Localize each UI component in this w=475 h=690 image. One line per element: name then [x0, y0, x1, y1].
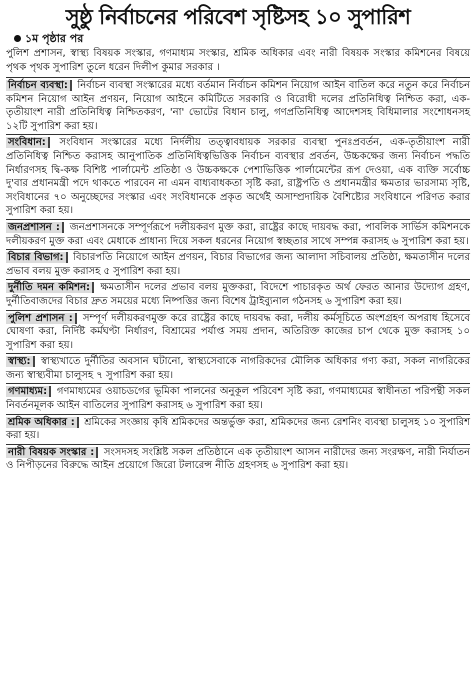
divider [6, 279, 470, 280]
section-paragraph [6, 79, 470, 133]
section-text: ক্ষমতাসীন দলের প্রভাব বলয় মুক্তকরা, বিদেশে পাচারকৃত অর্থ ফেরত আনার উদ্যোগ গ্রহণ, দুর্নীতিবাজদের বিচার দ্রুত সময়ের মধ্যে নিষ্পত্তির জন্য বিশেষ ট্রাইব্যুনাল গঠনসহ ৬ সুপারিশ করা হয়। [6, 282, 470, 307]
section-7 [6, 353, 470, 382]
section-text: সংসদসহ সংশ্লিষ্ট সকল প্রতিষ্ঠানে এক তৃতীয়াংশ আসন নারীদের জন্য সংরক্ষণ, নারী নির্যাতন ও নিপীড়নের বিরুদ্ধে আইন প্রয়োগে জিরো টলারেন্স নীতি গ্রহণসহ ৬ সুপারিশ করা হয়। [6, 446, 470, 472]
divider [6, 310, 470, 311]
divider [6, 134, 470, 135]
section-text: সম্পূর্ণ দলীয়করণমুক্ত করে রাষ্ট্রের কাছে দায়বদ্ধ করা, দলীয় কর্মসূচিতে অংশগ্রহণ অপরাধ হিসেবে ঘোষণা করা, নির্দিষ্ট কর্মঘণ্টা নির্ধারণ, বিশ্রামের পর্যাপ্ত সময় প্রদান, অতিরিক্ত কাজের চাপ থেকে মুক্ত করাসহ ১০ সুপারিশ করা হয়। [6, 312, 470, 351]
section-3 [6, 219, 470, 248]
section-paragraph [6, 416, 470, 443]
section-text: শ্রমিকের সংজ্ঞায় কৃষি শ্রমিকদের অন্তর্ভুক্ত করা, শ্রমিকদের জন্য রেশনিং ব্যবস্থা চালুসহ ১০ সুপারিশ করা হয়। [6, 416, 470, 442]
section-label: নারী বিষয়ক সংস্কার : [6, 447, 98, 458]
section-10 [6, 444, 470, 473]
section-paragraph [6, 136, 470, 218]
section-label: দুর্নীতি দমন কমিশন: [6, 282, 94, 293]
divider [6, 414, 470, 415]
divider [6, 383, 470, 384]
headline: সুষ্ঠু নির্বাচনের পরিবেশ সৃষ্টিসহ ১০ সুপারিশ [65, 4, 411, 29]
section-text: সংবিধান সংস্কারের মধ্যে নির্দলীয় তত্ত্বাবধায়ক সরকার ব্যবস্থা পুনঃপ্রবর্তন, এক-তৃতীয়াংশ নারী প্রতিনিধিত্ব নিশ্চিত করাসহ আনুপাতিক প্রতিনিধিত্বভিত্তিক নির্বাচন ব্যবস্থার প্রবর্তন, উচ্চকক্ষের জন্য নির্বাচন পদ্ধতি নির্ধারণসহ দ্বি-কক্ষ বিশিষ্ট পার্লামেন্ট প্রতিষ্ঠা ও উচ্চকক্ষকে পেশাভিত্তিক পার্লামেন্টের রূপ দেওয়া, এক ব্যক্তি সর্বোচ্চ দু'বার প্রধানমন্ত্রী পদে থাকতে পারবেন না এমন বাধ্যবাধকতা সৃষ্টি করা, রাষ্ট্রপতি ও প্রধানমন্ত্রীর ক্ষমতার ভারসাম্য সৃষ্টি, সংবিধানের ৭০ অনুচ্ছেদের সংস্কার এবং সংবিধানকে প্রকৃত অর্থেই অসাম্প্রদায়িক বৈশিষ্ট্যের সংবিধানে পরিণত করার সুপারিশ করা হয়। [6, 137, 470, 217]
section-label: স্বাস্থ্য: [6, 356, 35, 367]
section-text: বিচারপতি নিয়োগে আইন প্রণয়ন, বিচার বিভাগের জন্য আলাদা সচিবালয় প্রতিষ্ঠা, ক্ষমতাসীন দলের প্রভাব বলয় মুক্ত করাসহ ৫ সুপারিশ করা হয়। [6, 252, 470, 277]
divider [6, 444, 470, 445]
divider [6, 77, 470, 78]
section-label: শ্রমিক অধিকার : [6, 417, 79, 428]
continued-line [14, 31, 470, 46]
section-label: সংবিধান: [6, 137, 50, 148]
section-text: গণমাধ্যমের ওয়াচডগের ভূমিকা পালনের অনুকূল পরিবেশ সৃষ্টি করা, গণমাধ্যমের স্বাধীনতা পরিপন্থী সকল নিবর্তনমূলক আইন বাতিলের সুপারিশ করাসহ ৬ সুপারিশ করা হয়। [6, 386, 470, 412]
section-label: গণমাধ্যম: [6, 386, 51, 397]
bullet-icon [14, 35, 21, 42]
section-text: নির্বাচন ব্যবস্থা সংস্কারের মধ্যে বর্তমান নির্বাচন কমিশন নিয়োগ আইন বাতিল করে নতুন করে নির্বাচন কমিশন নিয়োগ আইন প্রণয়ন, নিয়োগ আইনে কমিটিতে সরকারি ও বিরোধী দলের প্রতিনিধিত্ব নিশ্চিত করা, এক-তৃতীয়াংশ নারী প্রতিনিধিত্ব নিশ্চিতকরণ, 'না' ভোটের বিধান চালু, গণপ্রতিনিধিত্ব আদেশসহ বিধিমালার সংশোধনসহ ১২টি সুপারিশ করা হয়। [6, 80, 470, 132]
section-1 [6, 77, 470, 133]
section-text: জনপ্রশাসনকে সম্পূর্ণরূপে দলীয়করণ মুক্ত করা, রাষ্ট্রের কাছে দায়বদ্ধ করা, পাবলিক সার্ভিস কমিশনকে দলীয়করণ মুক্ত করা এবং মেধাকে প্রাধান্য দিয়ে সকল ধরনের নিয়োগ স্বচ্ছতার সাথে সম্পন্ন করাসহ ৬ সুপারিশ করা হয়। [6, 221, 470, 247]
section-paragraph [6, 281, 470, 308]
lead-paragraph: পুলিশ প্রশাসন, স্বাস্থ্য বিষয়ক সংস্কার, গণমাধ্যম সংস্কার, শ্রমিক অধিকার এবং নারী বিষয়ক সংস্কার কমিশনের বিষয়ে পৃথক পৃথক সুপারিশ তুলে ধরেন দিলীপ কুমার সরকার । [6, 48, 470, 73]
continued-label: ১ম পৃষ্ঠার পর [25, 32, 84, 45]
section-2 [6, 134, 470, 218]
section-6 [6, 310, 470, 353]
section-label: বিচার বিভাগ: [6, 252, 68, 263]
section-9 [6, 414, 470, 443]
divider [6, 219, 470, 220]
section-paragraph [6, 251, 470, 278]
section-text: স্বাস্থ্যখাতে দুর্নীতির অবসান ঘটানো, স্বাস্থ্যসেবাকে নাগরিকদের মৌলিক অধিকার গণ্য করা, সকল নাগরিকের জন্য স্বাস্থ্যবীমা চালুসহ ৭ সুপারিশ করা হয়। [6, 356, 470, 381]
section-paragraph [6, 355, 470, 382]
section-8 [6, 383, 470, 412]
section-paragraph [6, 385, 470, 412]
divider [6, 353, 470, 354]
section-paragraph [6, 312, 470, 353]
section-label: পুলিশ প্রশাসন : [6, 313, 77, 324]
section-4 [6, 249, 470, 278]
section-label: জনপ্রশাসন : [6, 222, 64, 233]
section-paragraph [6, 221, 470, 248]
section-paragraph [6, 446, 470, 473]
section-5 [6, 279, 470, 308]
divider [6, 249, 470, 250]
section-label: নির্বাচন ব্যবস্থা: [6, 80, 72, 91]
